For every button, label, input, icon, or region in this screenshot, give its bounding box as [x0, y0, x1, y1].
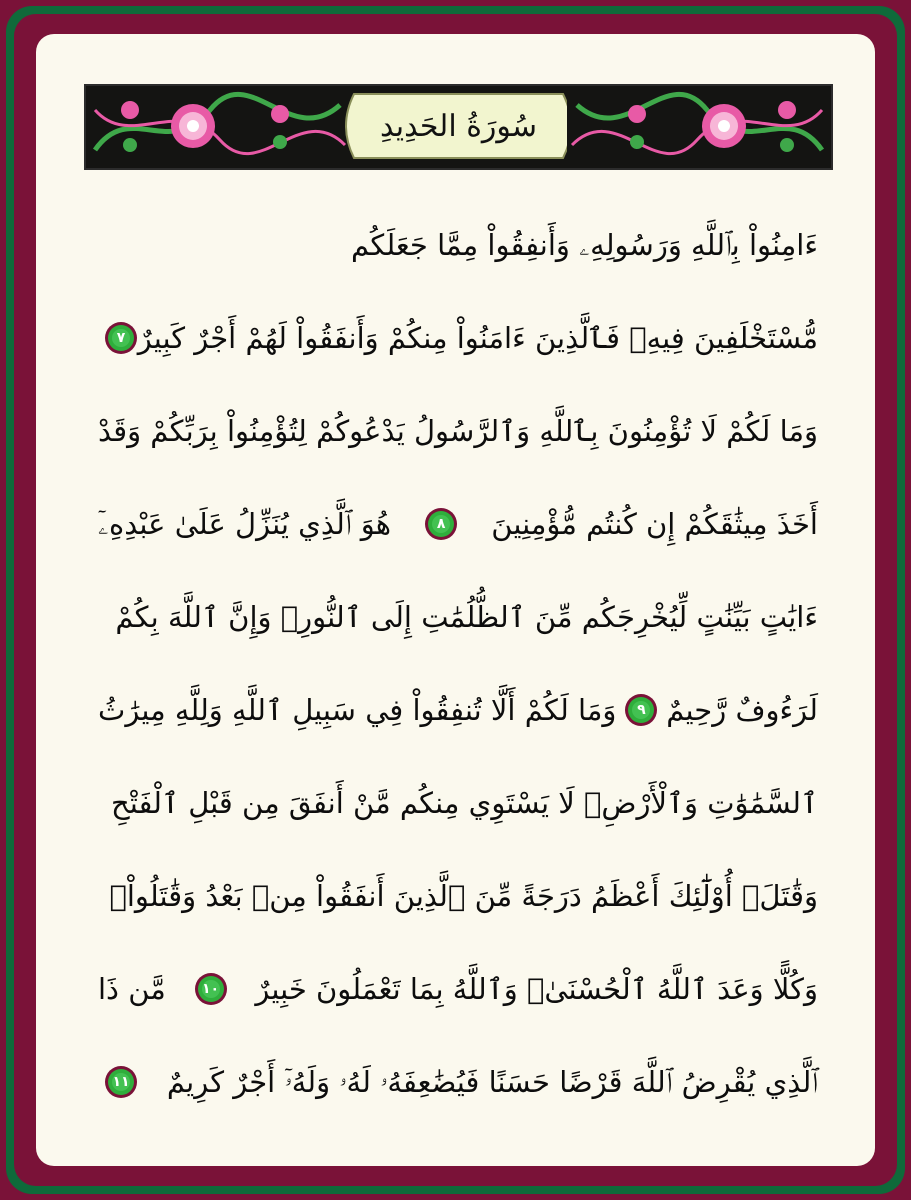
floral-ornament-icon: [567, 90, 827, 162]
verse-line: [98, 669, 818, 751]
floral-ornament-icon: [90, 90, 350, 162]
verse-segment: وَمَا لَكُمْ أَلَّا تُنفِقُواْ فِي سَبِيلِ ٱللَّهِ وَلِلَّهِ مِيرَٰثُ: [98, 693, 617, 727]
verse-segment: ٱلسَّمَٰوَٰتِ وَٱلْأَرْضِۚ لَا يَسْتَوِي مِنكُم مَّنْ أَنفَقَ مِن قَبْلِ ٱلْفَتْحِ: [111, 786, 818, 820]
verse-segment: ٱلَّذِي يُقْرِضُ ٱللَّهَ قَرْضًا حَسَنًا فَيُضَٰعِفَهُۥ لَهُۥ وَلَهُۥٓ أَجْرٌ كَرِيمٌ: [166, 1064, 818, 1099]
verse-segment: ءَامِنُواْ بِٱللَّهِ وَرَسُولِهِۦ وَأَنفِقُواْ مِمَّا جَعَلَكُم: [351, 227, 818, 262]
surah-title-cartouche: [334, 90, 583, 162]
ayah-end-marker-icon: [194, 972, 228, 1006]
verse-line: [98, 1041, 818, 1123]
verse-segment: مَّن ذَا: [98, 972, 166, 1006]
ayah-number: ٨: [436, 516, 446, 532]
verse-line: [98, 762, 818, 844]
surah-title: سُورَةُ الحَدِيدِ: [379, 108, 538, 144]
verse-segment: مُّسْتَخْلَفِينَ فِيهِۖ فَٱلَّذِينَ ءَامَنُواْ مِنكُمْ وَأَنفَقُواْ لَهُمْ أَجْرٌ كَبِيرٌ: [137, 321, 818, 355]
verse-segment: لَرَءُوفٌ رَّحِيمٌ: [666, 693, 818, 727]
verse-segment: وَكُلًّا وَعَدَ ٱللَّهُ ٱلْحُسْنَىٰۚ وَٱللَّهُ بِمَا تَعْمَلُونَ خَبِيرٌ: [255, 972, 818, 1006]
surah-header-banner: [84, 84, 833, 170]
ayah-end-marker-icon: [104, 321, 132, 355]
verse-segment: أَخَذَ مِيثَٰقَكُمْ إِن كُنتُم مُّؤْمِنِينَ: [491, 507, 818, 541]
verse-segment: وَقَٰتَلَۚ أُوْلَٰٓئِكَ أَعْظَمُ دَرَجَةً مِّنَ ٱلَّذِينَ أَنفَقُواْ مِنۢ بَعْدُ وَقَٰتَلُواْۚ: [109, 879, 818, 913]
ayah-end-marker-icon: [424, 507, 458, 541]
verse-line: [98, 576, 818, 658]
verse-line: [98, 855, 818, 937]
verse-text-block: [98, 204, 818, 1134]
verse-line: [98, 483, 818, 565]
verse-line: [98, 948, 818, 1030]
ayah-number: ٧: [116, 330, 126, 346]
verse-segment: وَمَا لَكُمْ لَا تُؤْمِنُونَ بِٱللَّهِ وَٱلرَّسُولُ يَدْعُوكُمْ لِتُؤْمِنُواْ بِرَبِّكُمْ وَقَدْ: [97, 414, 818, 448]
verse-line: [98, 390, 818, 472]
verse-line: [98, 297, 818, 379]
mushaf-page: [36, 34, 875, 1166]
verse-segment: هُوَ ٱلَّذِي يُنَزِّلُ عَلَىٰ عَبْدِهِۦٓ: [98, 506, 392, 541]
verse-segment: ءَايَٰتٍ بَيِّنَٰتٍ لِّيُخْرِجَكُم مِّنَ ٱلظُّلُمَٰتِ إِلَى ٱلنُّورِۚ وَإِنَّ ٱللَّهَ بِكُمْ: [115, 600, 818, 634]
ayah-end-marker-icon: [624, 693, 658, 727]
ayah-end-marker-icon: [104, 1065, 138, 1099]
ayah-number: ١١: [112, 1074, 130, 1090]
ayah-number: ٩: [637, 702, 646, 718]
verse-line: [98, 204, 818, 286]
ayah-number: ١٠: [202, 981, 220, 997]
